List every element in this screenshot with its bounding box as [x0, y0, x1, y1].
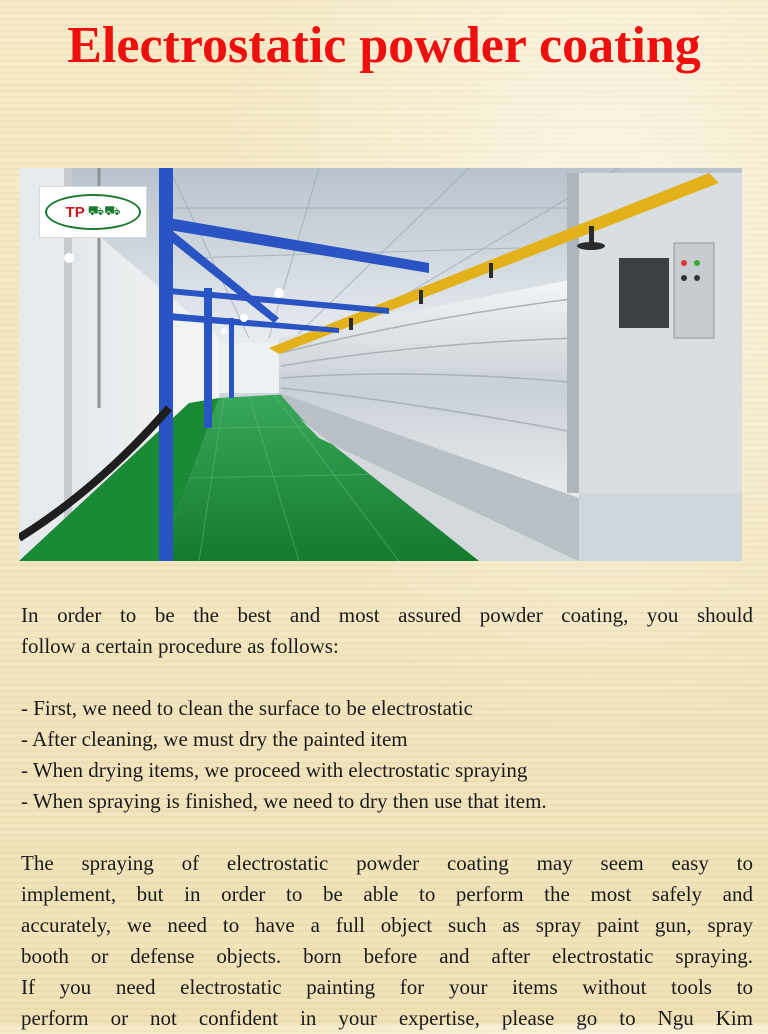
intro-line-1: In order to be the best and most assured powder coating, you should [21, 603, 753, 627]
logo-text: TP [65, 203, 85, 221]
company-logo [39, 186, 147, 238]
paragraph-line: perform or not confident in your expertise, please go to Ngu Kim [21, 1006, 753, 1030]
truck-icon: ⛟⛟ [87, 203, 121, 219]
spacer [21, 662, 753, 693]
paragraph-line: booth or defense objects. born before and after electrostatic spraying. [21, 944, 753, 968]
spacer [21, 817, 753, 848]
intro-line-2: follow a certain procedure as follows: [21, 634, 339, 658]
paint-booth-photo [19, 168, 742, 561]
step-item: - When spraying is finished, we need to dry then use that item. [21, 789, 547, 813]
paragraph-line: If you need electrostatic painting for your items without tools to [21, 975, 753, 999]
page-title: Electrostatic powder coating [67, 17, 701, 74]
paragraph-line: accurately, we need to have a full object such as spray paint gun, spray [21, 913, 753, 937]
step-item: - When drying items, we proceed with electrostatic spraying [21, 758, 528, 782]
logo-emblem [45, 194, 141, 230]
paragraph-line: The spraying of electrostatic powder coating may seem easy to [21, 851, 753, 875]
paragraph-line: implement, but in order to be able to perform the most safely and [21, 882, 753, 906]
step-item: - First, we need to clean the surface to be electrostatic [21, 696, 473, 720]
step-item: - After cleaning, we must dry the painted item [21, 727, 408, 751]
article-body [21, 600, 753, 1034]
